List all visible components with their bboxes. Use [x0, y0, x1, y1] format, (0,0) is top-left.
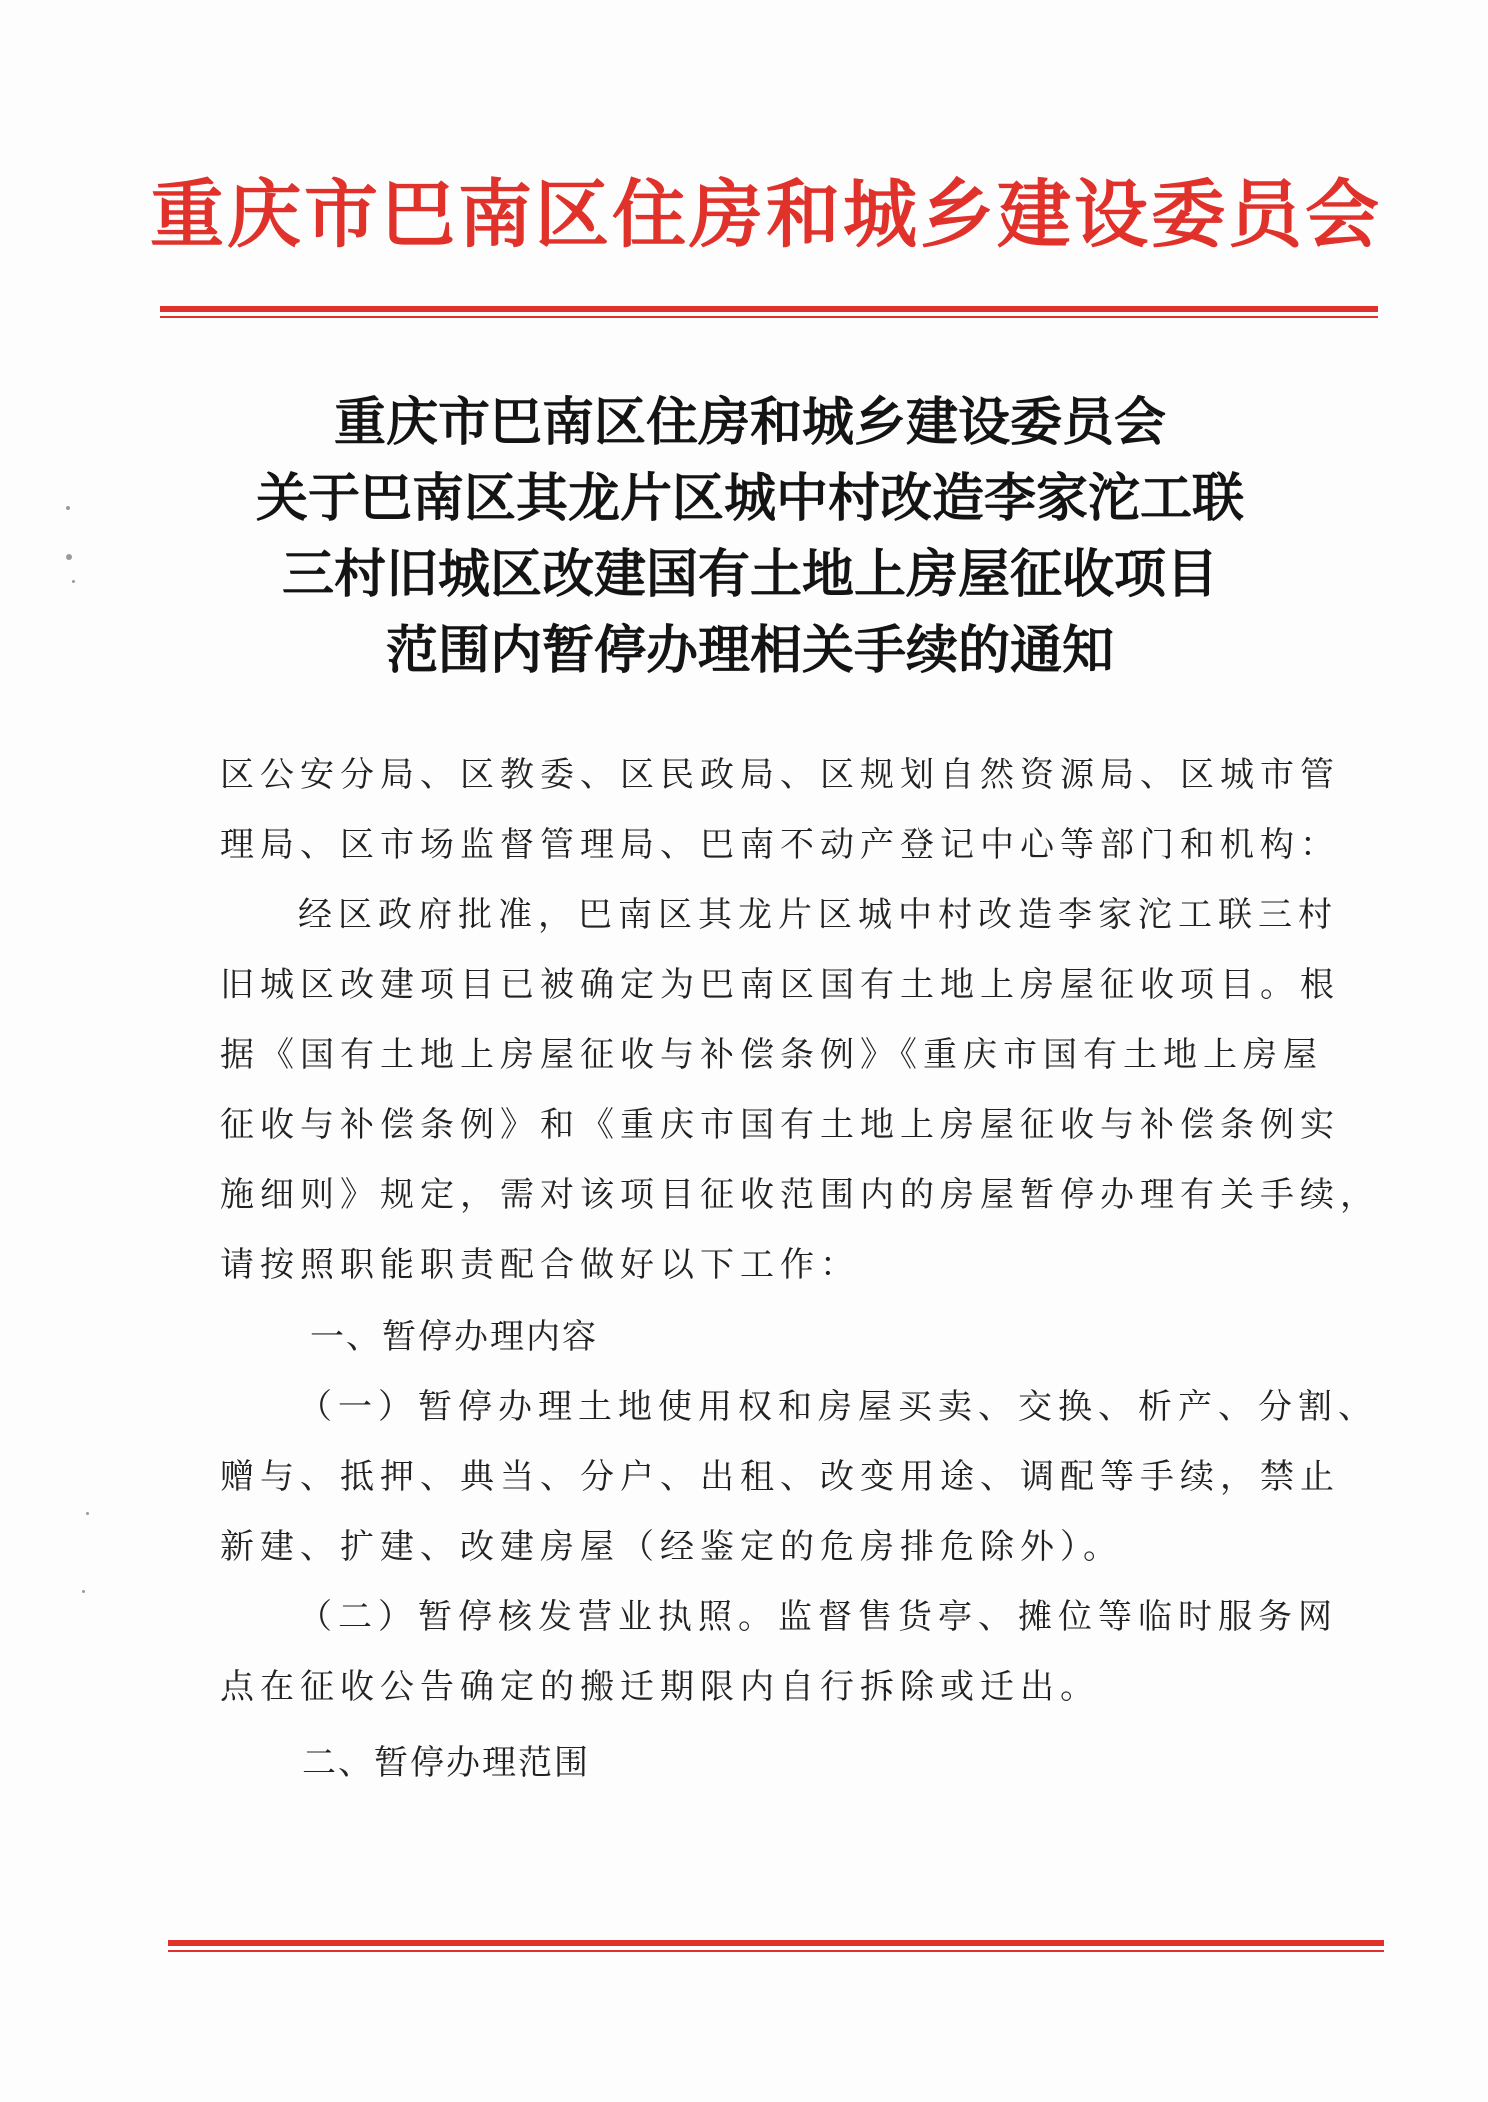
- scan-speck: [82, 1590, 85, 1593]
- footer-rule-thin: [168, 1950, 1384, 1952]
- footer-rule-thick: [168, 1940, 1384, 1946]
- paragraph-line: 经区政府批准，巴南区其龙片区城中村改造李家沱工联三村: [298, 895, 1338, 935]
- scan-speck: [86, 1512, 89, 1515]
- recipients-line: 理局、区市场监督管理局、巴南不动产登记中心等部门和机构：: [220, 825, 1340, 865]
- masthead-rule-thin: [160, 316, 1378, 318]
- scan-speck: [66, 554, 72, 560]
- scan-speck: [72, 580, 75, 583]
- notice-title: [160, 385, 1340, 689]
- recipients-line: 区公安分局、区教委、区民政局、区规划自然资源局、区城市管: [220, 755, 1340, 795]
- paragraph-line: 请按照职能职责配合做好以下工作：: [220, 1245, 860, 1285]
- section-heading-2: 二、暂停办理范围: [302, 1743, 590, 1783]
- paragraph-line: 赠与、抵押、典当、分户、出租、改变用途、调配等手续，禁止: [220, 1457, 1340, 1497]
- title-line: 三村旧城区改建国有土地上房屋征收项目: [281, 544, 1218, 605]
- title-line: 关于巴南区其龙片区城中村改造李家沱工联: [255, 468, 1244, 529]
- title-line: 重庆市巴南区住房和城乡建设委员会: [333, 392, 1166, 453]
- masthead-rule-thick: [160, 306, 1378, 312]
- notice-body: [220, 740, 1380, 1798]
- paragraph-line: 旧城区改建项目已被确定为巴南区国有土地上房屋征收项目。根: [220, 965, 1340, 1005]
- paragraph-line: 点在征收公告确定的搬迁期限内自行拆除或迁出。: [220, 1667, 1100, 1707]
- paragraph-line: 施细则》规定，需对该项目征收范围内的房屋暂停办理有关手续，: [220, 1175, 1380, 1215]
- masthead-title: 重庆市巴南区住房和城乡建设委员会: [150, 172, 1382, 258]
- paragraph-line: 征收与补偿条例》和《重庆市国有土地上房屋征收与补偿条例实: [220, 1105, 1340, 1145]
- paragraph-line: （一）暂停办理土地使用权和房屋买卖、交换、析产、分割、: [298, 1387, 1378, 1427]
- scan-speck: [66, 506, 70, 510]
- paragraph-line: （二）暂停核发营业执照。监督售货亭、摊位等临时服务网: [298, 1597, 1338, 1637]
- paragraph-line: 据《国有土地上房屋征收与补偿条例》《重庆市国有土地上房屋: [220, 1035, 1323, 1075]
- section-heading-1: 一、暂停办理内容: [310, 1317, 598, 1357]
- paragraph-line: 新建、扩建、改建房屋（经鉴定的危房排危除外）。: [220, 1527, 1123, 1567]
- title-line: 范围内暂停办理相关手续的通知: [385, 620, 1114, 681]
